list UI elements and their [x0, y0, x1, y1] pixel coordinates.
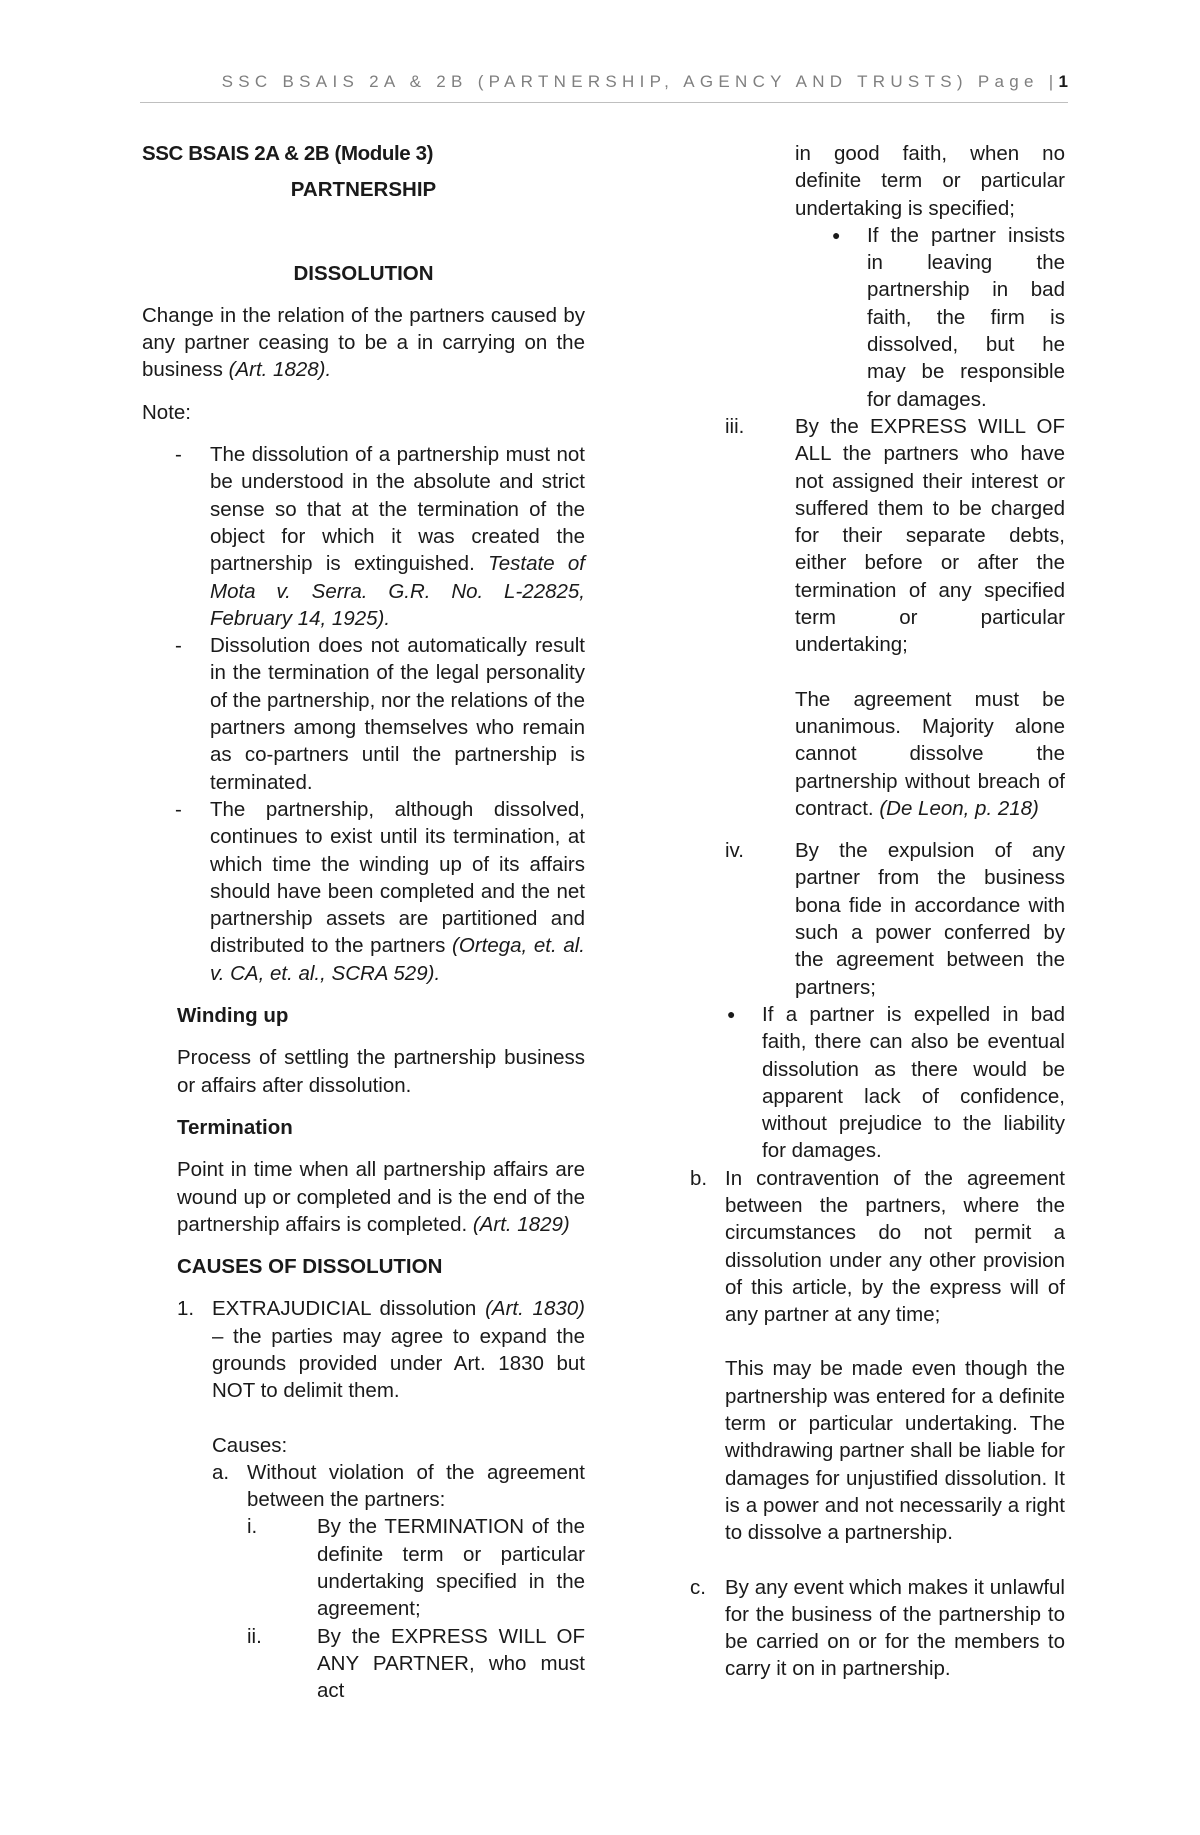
page-header [140, 72, 1068, 103]
section-heading: DISSOLUTION [293, 261, 434, 285]
cause-c-text: By any event which makes it unlawful for the business of the partnership to be carried on or for the members to carry it on in partnership. [725, 1575, 1065, 1681]
cause-a-iii [725, 413, 1065, 822]
termination-paragraph [177, 1156, 585, 1238]
definition-text: Change in the relation of the partners caused by any partner ceasing to be a in carrying on the business [142, 303, 585, 382]
note-item [142, 632, 585, 796]
dash-marker: - [175, 443, 182, 467]
note-text [210, 441, 585, 632]
note-citation: (Ortega, et. al. v. CA, et. al., SCRA 529). [210, 934, 586, 985]
roman-iii-body [795, 413, 1065, 822]
cause-1 [177, 1295, 585, 1704]
winding-up-heading: Winding up [177, 1004, 289, 1028]
cause-1-title: EXTRAJUDICIAL dissolution [212, 1297, 477, 1321]
cause-a-i [247, 1513, 585, 1622]
note-body: Dissolution does not automatically result in the termination of the legal personality of the partnership, nor the relations of the partners among themselves who remain as co-partners until the partnership is terminated. [210, 634, 585, 794]
note-text [210, 796, 585, 987]
left-column [142, 140, 585, 1705]
roman-iii-text: By the EXPRESS WILL OF ALL the partners who have not assigned their interest or suffered them to be charged for their separate debts, either before or after the termination of any specified term or particular undertaking; [795, 414, 1065, 657]
definition-paragraph [142, 302, 585, 384]
bullet-text: If a partner is expelled in bad faith, there can also be eventual dissolution as there would be apparent lack of confidence, without prejudice to the liability for damages. [762, 1002, 1065, 1163]
roman-ii-continuation: in good faith, when no definite term or particular undertaking is specified; [795, 142, 1065, 220]
definition-citation: (Art. 1828). [228, 358, 332, 382]
cause-1-description: – the parties may agree to expand the grounds provided under Art. 1830 but NOT to delimit them. [212, 1324, 585, 1403]
winding-up-text: Process of settling the partnership business or affairs after dissolution. [177, 1046, 585, 1097]
note-text [210, 632, 585, 796]
unanimity-citation: (De Leon, p. 218) [879, 796, 1039, 820]
cause-a-iv [725, 837, 1065, 1001]
unanimity-note [795, 686, 1065, 822]
cause-b [690, 1165, 1065, 1547]
notes-list [142, 441, 585, 987]
cause-1-body [212, 1295, 585, 1704]
note-body: The partnership, although dissolved, continues to exist until its termination, at which time the winding up of its affairs should have been completed and the net partnership assets are partitioned and distributed to the partners [210, 797, 585, 958]
subject-title: PARTNERSHIP [290, 178, 437, 202]
cause-c [690, 1574, 1065, 1683]
cause-b-body [725, 1165, 1065, 1547]
roman-ii-marker: ii. [247, 1624, 262, 1648]
causes-heading: CAUSES OF DISSOLUTION [177, 1255, 443, 1279]
page-number: 1 [1058, 72, 1068, 91]
cause-b-marker: b. [690, 1166, 708, 1190]
cause-a-text: Without violation of the agreement between the partners: [247, 1460, 585, 1512]
note-citation: Testate of Mota v. Serra. G.R. No. L-22825, February 14, 1925). [210, 552, 585, 630]
note-body: The dissolution of a partnership must not be understood in the absolute and strict sense so that at the termination of the object for which it was created the partnership is extinguished. [210, 443, 585, 576]
cause-1-citation: (Art. 1830) [485, 1297, 585, 1321]
termination-text: Point in time when all partnership affairs are wound up or completed and is the end of the partnership affairs is completed. [177, 1158, 585, 1236]
bullet-text: If the partner insists in leaving the partnership in bad faith, the firm is dissolved, but he may be responsible for damages. [867, 223, 1065, 411]
cause-a [212, 1459, 585, 1705]
cause-a-ii [247, 1623, 585, 1705]
roman-i-marker: i. [247, 1515, 258, 1539]
cause-c-marker: c. [690, 1575, 706, 1599]
cause-1-text [212, 1295, 585, 1404]
termination-citation: (Art. 1829) [472, 1212, 570, 1236]
header-title: SSC BSAIS 2A & 2B (PARTNERSHIP, AGENCY AND TRUSTS) Page | [221, 72, 1059, 91]
roman-iv-marker: iv. [725, 839, 744, 863]
bullet-icon: ● [727, 1005, 736, 1022]
dash-marker: - [175, 797, 182, 821]
bullet-icon: ● [832, 226, 841, 243]
cause-b-note: This may be made even though the partnership was entered for a definite term or particular undertaking. The withdrawing partner shall be liable for damages for unjustified dissolution. It is a power and not necessarily a right to dissolve a partnership. [725, 1357, 1065, 1545]
dash-marker: - [175, 634, 182, 658]
roman-iv-text: By the expulsion of any partner from the business bona fide in accordance with such a power conferred by the agreement between the partners; [795, 839, 1065, 999]
roman-i-text: By the TERMINATION of the definite term or particular undertaking specified in the agreement; [317, 1515, 585, 1621]
termination-heading: Termination [177, 1115, 293, 1139]
unanimity-text: The agreement must be unanimous. Majority alone cannot dissolve the partnership without breach of contract. [795, 687, 1065, 820]
causes-label: Causes: [212, 1433, 288, 1457]
cause-a-marker: a. [212, 1460, 230, 1484]
bullet-bad-faith-expulsion [725, 1001, 1065, 1165]
note-item [142, 441, 585, 632]
right-column [690, 140, 1065, 1683]
cause-1-number: 1. [177, 1297, 195, 1321]
module-title: SSC BSAIS 2A & 2B (Module 3) [142, 142, 434, 165]
roman-iii-marker: iii. [725, 414, 745, 438]
cause-b-text: In contravention of the agreement between the partners, where the circumstances do not permit a dissolution under any other provision of this article, by the express will of any partner at any time; [725, 1166, 1065, 1327]
note-item [142, 796, 585, 987]
cause-a-body [247, 1459, 585, 1705]
bullet-bad-faith-leaving [830, 222, 1065, 413]
note-label: Note: [142, 400, 191, 424]
roman-ii-text: By the EXPRESS WILL OF ANY PARTNER, who must act [317, 1624, 585, 1703]
